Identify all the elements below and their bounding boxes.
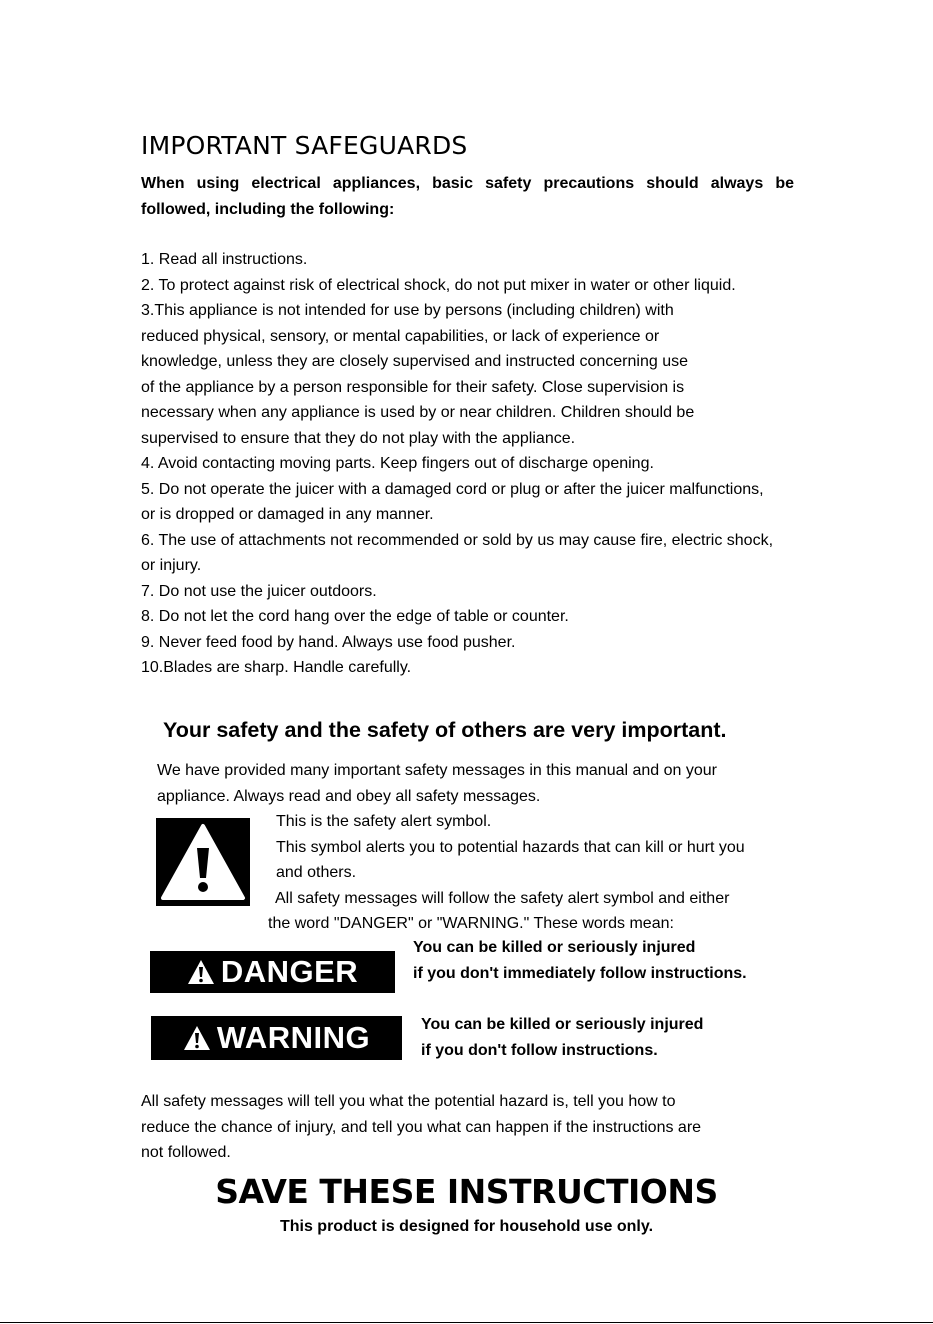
instruction-line: supervised to ensure that they do not play with the appliance. (141, 429, 576, 447)
symbol-description-line: All safety messages will follow the safety alert symbol and either (275, 889, 730, 907)
instruction-line: of the appliance by a person responsible for their safety. Close supervision is (141, 378, 685, 396)
instruction-line: or is dropped or damaged in any manner. (141, 506, 434, 523)
warning-triangle-icon (183, 1025, 211, 1051)
instruction-line: 7. Do not use the juicer outdoors. (141, 582, 377, 600)
safety-summary-line: reduce the chance of injury, and tell you what can happen if the instructions are (141, 1118, 702, 1136)
instruction-line: or injury. (141, 557, 202, 574)
instruction-line: 8. Do not let the cord hang over the edge of table or counter. (141, 608, 569, 625)
warning-triangle-icon (187, 959, 215, 985)
safety-alert-symbol (156, 818, 250, 906)
instruction-line: 10.Blades are sharp. Handle carefully. (141, 659, 412, 676)
safety-paragraph (157, 758, 717, 809)
symbol-description-line: This symbol alerts you to potential hazards that can kill or hurt you (276, 838, 745, 856)
safety-heading: Your safety and the safety of others are very important. (163, 718, 727, 742)
symbol-description-line: the word "DANGER" or "WARNING." These words mean: (268, 915, 674, 932)
instruction-line: reduced physical, sensory, or mental capabilities, or lack of experience or (141, 327, 660, 345)
instruction-line: 4. Avoid contacting moving parts. Keep fingers out of discharge opening. (141, 455, 654, 472)
danger-description (413, 935, 747, 987)
safety-paragraph-line: We have provided many important safety messages in this manual and on your (157, 762, 717, 779)
page-title: IMPORTANT SAFEGUARDS (141, 131, 468, 160)
symbol-description-line: and others. (276, 864, 357, 881)
danger-label: DANGER (220, 954, 359, 989)
safety-summary-line: All safety messages will tell you what the potential hazard is, tell you how to (141, 1093, 676, 1110)
instruction-line: necessary when any appliance is used by or near children. Children should be (141, 404, 695, 421)
warning-label: WARNING (216, 1020, 371, 1055)
instruction-line: 6. The use of attachments not recommended or sold by us may cause fire, electric shock, (141, 531, 774, 549)
intro-text: When using electrical appliances, basic safety precautions should always be followed, including the following: (141, 175, 794, 218)
safety-paragraph-line: appliance. Always read and obey all safety messages. (157, 787, 541, 805)
instruction-line: 3.This appliance is not intended for use by persons (including children) with (141, 302, 674, 319)
danger-banner (150, 951, 395, 993)
warning-triangle-icon (156, 818, 250, 906)
instruction-line: 2. To protect against risk of electrical shock, do not put mixer in water or other liquid. (141, 276, 736, 294)
warning-description-line: You can be killed or seriously injured (421, 1016, 704, 1033)
page-bottom-rule (0, 1322, 933, 1323)
safety-summary (141, 1089, 701, 1166)
warning-description (421, 1012, 703, 1064)
symbol-description-line: This is the safety alert symbol. (276, 813, 492, 830)
safety-summary-line: not followed. (141, 1144, 231, 1161)
instruction-line: 9. Never feed food by hand. Always use food pusher. (141, 633, 516, 651)
instruction-line: knowledge, unless they are closely supervised and instructed concerning use (141, 353, 688, 370)
save-instructions-heading: SAVE THESE INSTRUCTIONS (215, 1172, 718, 1211)
danger-description-line: if you don't immediately follow instructions. (413, 965, 747, 982)
instruction-list (141, 247, 801, 681)
danger-description-line: You can be killed or seriously injured (413, 939, 696, 956)
warning-banner (151, 1016, 402, 1060)
instruction-line: 5. Do not operate the juicer with a damaged cord or plug or after the juicer malfunctions, (141, 480, 764, 498)
household-use-note: This product is designed for household use only. (279, 1218, 654, 1235)
instruction-line: 1. Read all instructions. (141, 251, 308, 268)
warning-description-line: if you don't follow instructions. (421, 1042, 658, 1059)
symbol-description (268, 809, 745, 937)
